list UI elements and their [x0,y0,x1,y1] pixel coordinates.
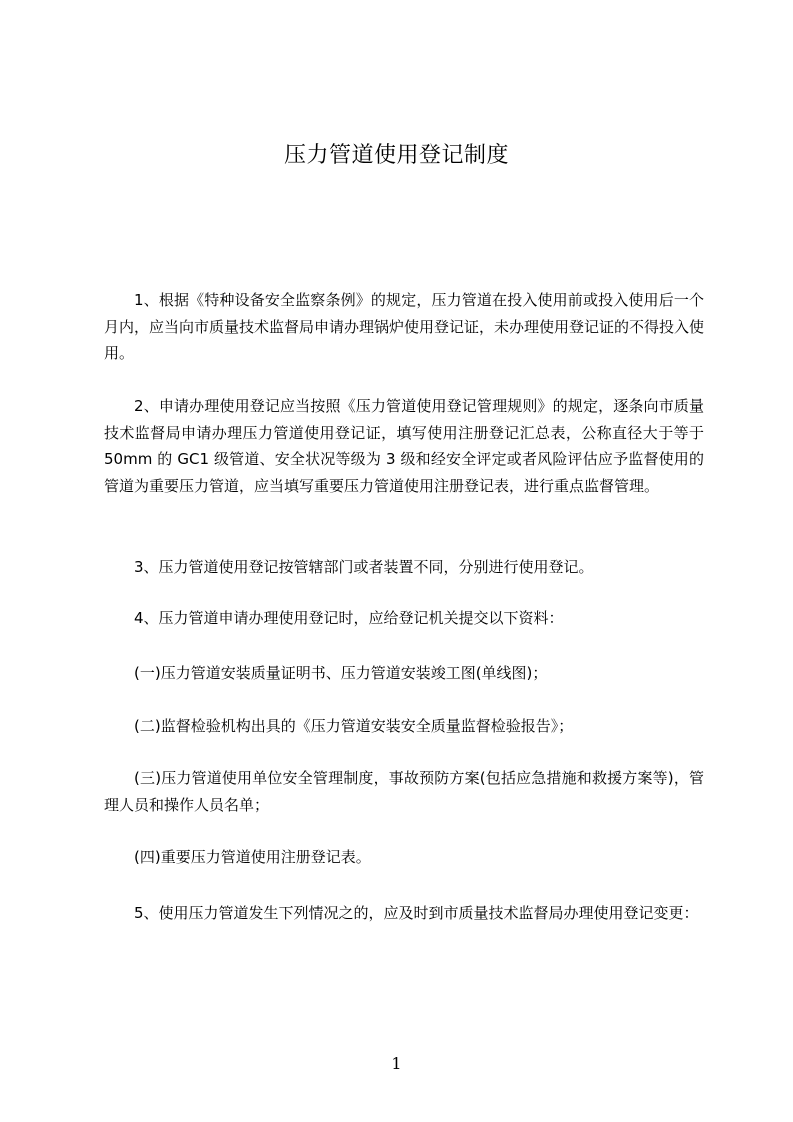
list-item-4: (四)重要压力管道使用注册登记表。 [134,848,371,866]
paragraph-3: 3、压力管道使用登记按管辖部门或者装置不同，分别进行使用登记。 [134,558,594,576]
document-title: 压力管道使用登记制度 [283,143,509,168]
list-item-3: (三)压力管道使用单位安全管理制度，事故预防方案(包括应急措施和救援方案等)，管理人员和操作人员名单； [104,769,704,814]
paragraph-4: 4、压力管道申请办理使用登记时，应给登记机关提交以下资料： [134,609,564,627]
paragraph-1: 1、根据《特种设备安全监察条例》的规定，压力管道在投入使用前或投入使用后一个月内，应当向市质量技术监督局申请办理锅炉使用登记证，未办理使用登记证的不得投入使用。 [104,291,705,362]
list-item-2: (二)监督检验机构出具的《压力管道安装安全质量监督检验报告》； [134,717,574,735]
paragraph-5: 5、使用压力管道发生下列情况之的，应及时到市质量技术监督局办理使用登记变更： [134,904,699,922]
list-item-1: (一)压力管道安装质量证明书、压力管道安装竣工图(单线图)； [134,664,548,682]
page-number: 1 [391,1054,402,1073]
paragraph-2: 2、申请办理使用登记应当按照《压力管道使用登记管理规则》的规定，逐条向市质量技术监督局申请办理压力管道使用登记证，填写使用注册登记汇总表，公称直径大于等于 50mm 的 GC1 级管道、安全状况等级为 3 级和经安全评定或者风险评估应予监督使用的管道为重要压力管道，应当填写重要压力管道使用注册登记表，进行重点监督管理。 [104,397,704,495]
